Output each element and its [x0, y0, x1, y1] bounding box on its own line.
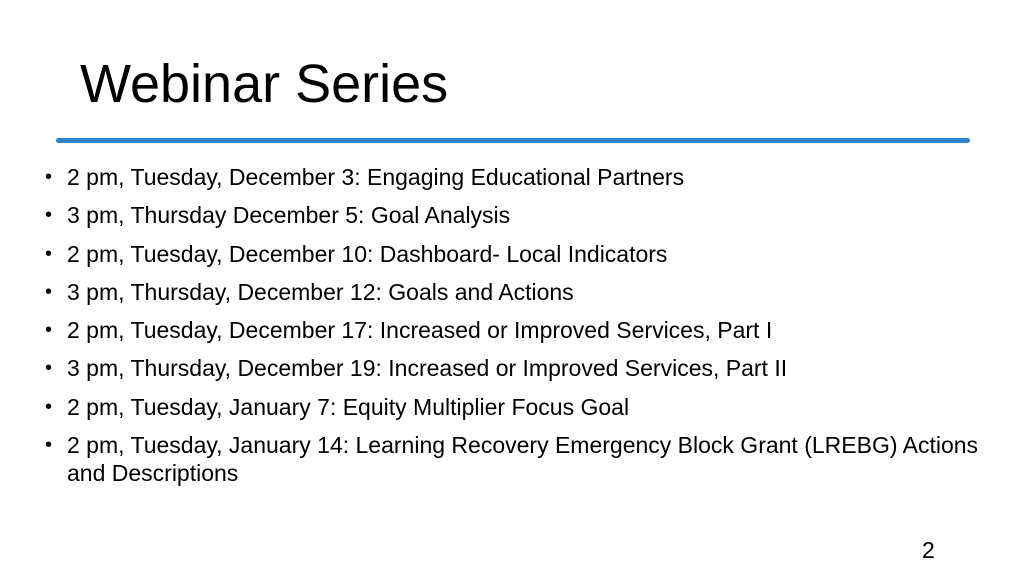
bullet-icon: •	[45, 166, 53, 188]
bullet-icon: •	[45, 242, 53, 265]
bullet-icon: •	[45, 357, 53, 380]
list-item	[40, 393, 1000, 421]
slide-title: Webinar Series	[80, 54, 449, 114]
bullet-list	[40, 163, 1000, 497]
list-item-text: 2 pm, Tuesday, January 14: Learning Recovery Emergency Block Grant (LREBG) Actions and Descriptions	[67, 432, 979, 487]
list-item	[40, 163, 1000, 191]
list-item	[40, 201, 1000, 229]
list-item-text: 3 pm, Thursday, December 19: Increased or Improved Services, Part II	[67, 355, 788, 382]
bullet-icon: •	[45, 319, 53, 342]
list-item-text: 2 pm, Tuesday, December 3: Engaging Educational Partners	[67, 164, 685, 190]
list-item	[40, 316, 1000, 344]
list-item-text: 2 pm, Tuesday, December 17: Increased or Improved Services, Part I	[67, 317, 773, 344]
bullet-icon: •	[45, 204, 53, 227]
list-item	[40, 278, 1000, 306]
title-underline	[56, 138, 970, 143]
list-item	[40, 240, 1000, 268]
list-item-text: 2 pm, Tuesday, January 7: Equity Multiplier Focus Goal	[67, 393, 630, 420]
list-item	[40, 354, 1000, 382]
list-item-text: 2 pm, Tuesday, December 10: Dashboard- Local Indicators	[67, 240, 668, 267]
bullet-icon: •	[45, 395, 53, 418]
bullet-icon: •	[45, 434, 53, 457]
list-item-text: 3 pm, Thursday December 5: Goal Analysis	[67, 202, 511, 229]
bullet-icon: •	[45, 280, 53, 303]
list-item-text: 3 pm, Thursday, December 12: Goals and Actions	[67, 278, 574, 305]
page-number: 2	[922, 537, 935, 563]
list-item	[40, 431, 1000, 487]
